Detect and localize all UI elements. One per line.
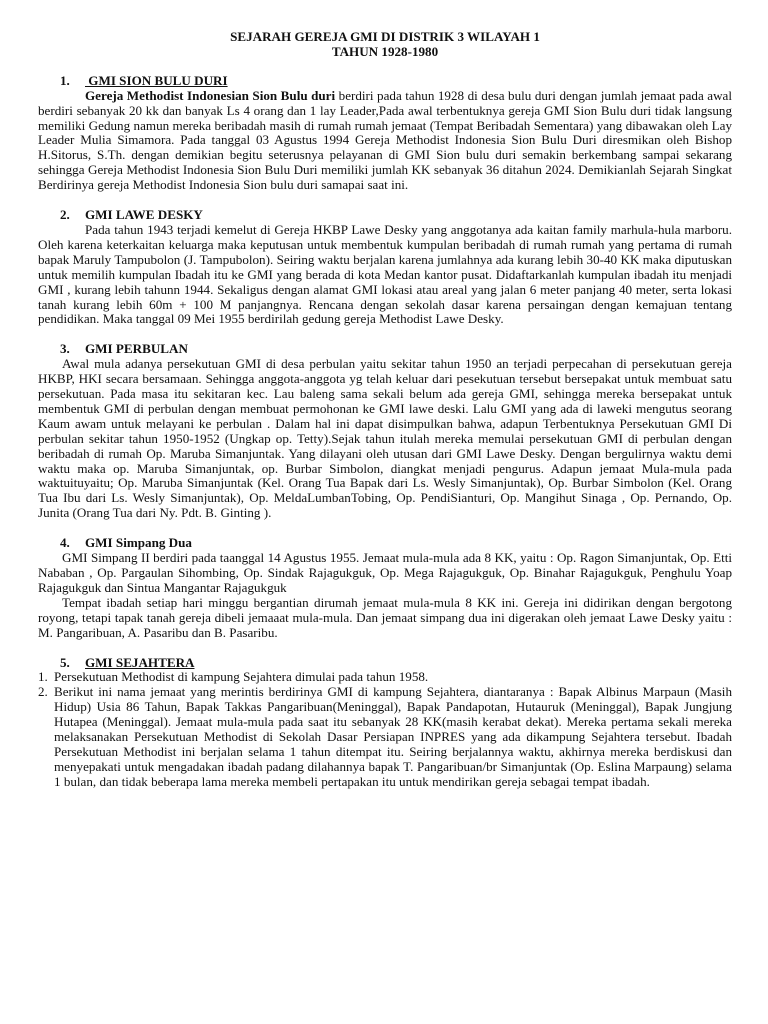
section-1-lead: Gereja Methodist Indonesian Sion Bulu duri <box>85 87 336 103</box>
list-item <box>38 685 732 789</box>
section-3-title: GMI PERBULAN <box>85 341 188 357</box>
list-item <box>38 670 732 685</box>
section-5-number: 5. <box>60 654 70 670</box>
section-2-number: 2. <box>60 207 70 223</box>
section-1-body: berdiri pada tahun 1928 di desa bulu duri dengan jumlah jemaat pada awal berdiri sebanyak 20 kk dan banyak Ls 4 orang dan 1 lay Leader,Pada awal terbentuknya gereja GMI Sion Bulu duri tidak langsung memiliki Gedung namun mereka beribadah masih di rumah rumah jemaat (Tempat Beribadah Sementara) yang dibawakan oleh Lay Leader Mulia Simamora. Pada tanggal 03 Agustus 1994 Gereja Methodist Indonesia Sion Bulu Duri diresmikan oleh Bishop H.Sitorus, S.Th. dengan demikian begitu seterusnya pelayanan di GMI Sion bulu duri semakin berkembang sampai sekarang sehingga Gereja Methodist Indonesia Sion Bulu Duri memiliki jumlah KK sebanyak 36 ditahun 2024. Demikianlah Sejarah Singkat Berdirinya gereja Methodist Indonesia Sion bulu duri samapai saat ini. <box>38 87 732 193</box>
section-4-paragraph-1: GMI Simpang II berdiri pada taanggal 14 Agustus 1955. Jemaat mula-mula ada 8 KK, yaitu : Op. Ragon Simanjuntak, Op. Etti Nababan , Op. Pargaulan Sihombing, Op. Sindak Rajagukguk, Op. Mega Rajagukguk, Op. Binahar Rajagukguk, Penghulu Yoap Rajagukguk dan Sintua Mangantar Rajagukguk <box>38 550 732 595</box>
section-3-heading <box>38 342 732 357</box>
section-5-heading <box>38 656 732 671</box>
document-title: SEJARAH GEREJA GMI DI DISTRIK 3 WILAYAH 1 <box>230 29 540 44</box>
section-1-number: 1. <box>60 72 70 88</box>
section-5-list <box>38 670 732 789</box>
section-2-paragraph: Pada tahun 1943 terjadi kemelut di Gereja HKBP Lawe Desky yang anggotanya ada kaitan family marhula-hula marboru. Oleh karena keterkaitan keluarga maka keputusan untuk membentuk kumpulan beribadah di rumah rumah yang pertama di rumah bapak Maruly Tampubolon (J. Tampubolon). Seiring waktu berjalan karena jumlahnya ada kurang lebih 30-40 KK maka diputuskan untuk memilih kumpulan Ibadah itu ke GMI yang berada di kota Medan kantor pusat. Didaftarkanlah kumpulan ibadah itu menjadi GMI , kurang lebih tahunn 1944. Sekaligus dengan alamat GMI lokasi atau areal yang jalan 6 meter panjang 40 meter, serta lokasi tanah kurang lebih 60m + 100 M panjangnya. Rencana dengan sekolah dasar karena persaingan dengan kemajuan tentang pendidikan. Maka tanggal 09 Mei 1955 berdirilah gedung gereja Methodist Lawe Desky. <box>38 221 732 327</box>
section-4-heading <box>38 536 732 551</box>
section-1-title: GMI SION BULU DURI <box>85 72 228 88</box>
section-3-number: 3. <box>60 341 70 357</box>
list-item-text: Berikut ini nama jemaat yang merintis berdirinya GMI di kampung Sejahtera, diantaranya : Bapak Albinus Marpaun (Masih Hidup) Usia 86 Tahun, Bapak Takkas Pangaribuan(Meninggal), Bapak Pandapotan, Hutauruk (Meninggal), Bapak Jungjung Hutapea (Meninggal). Jemaat mula-mula pada saat itu sebanyak 28 KK(masih kerabat dekat). Mereka pertama sekali mereka melaksanakan Persekutuan Methodist di Sekolah Dasar Persiapan INPRES yang ada dikampung Sejahtera tersebut. Ibadah Persekutuan Methodist ini berjalan selama 1 tahun ditempat itu. Seiring berjalannya waktu, akhirnya mereka berdiskusi dan menyepakati untuk mengadakan ibadah padang dilahannya bapak T. Pangaribuan/br Simanjuntak (Op. Eslina Marpaung) selama 1 bulan, dan tidak beberapa lama mereka membeli pertapakan itu untuk mendirikan gereja sebagai tempat ibadah. <box>54 684 732 789</box>
list-item-number: 1. <box>38 669 48 685</box>
section-2-title: GMI LAWE DESKY <box>85 207 203 223</box>
document-subtitle: TAHUN 1928-1980 <box>331 43 439 59</box>
section-1-paragraph <box>38 89 732 193</box>
list-item-number: 2. <box>38 684 48 700</box>
section-3-paragraph: Awal mula adanya persekutuan GMI di desa perbulan yaitu sekitar tahun 1950 an terjadi perpecahan di persekutuan gereja HKBP, HKI secara bersamaan. Sehingga anggota-anggota yg telah keluar dari pesekutuan tersebut bersepakat untuk membuat satu persekutuan. Pada masa itu sekitaran kec. Lau baleng sama sekali belum ada gereja GMI, sehingga mereka bersepakat untuk membentuk GMI di perbulan dengan membuat permohonan ke GMI lawe deski. Lalu GMI yang ada di laweki mengutus seorang Kaum awam untuk melayani ke perbulan . Dalam hal ini dapat disimpulkan bahwa, adapun Terbentuknya Persekutuan GMI Di perbulan sekitar tahun 1950-1952 (Ungkap op. Tetty).Sejak tahun itulah mereka memulai persekutuan GMI di perbulan dengan beribadah di rumah Op. Maruba Simanjuntak. Yang dilayani oleh utusan dari GMI Lawe Desky. Dengan bergulirnya waktu demi waktu maka op. Maruba Simanjuntak, op. Burbar Simbolon, diangkat menjadi pengurus. Adapun jemaat Mula-mula pada waktuituyaitu; Op. Maruba Simanjuntak (Kel. Orang Tua Bapak dari Ls. Wesly Simanjuntak), Op. Burbar Simbolon (Kel. Orang Tua Ibu dari Ls. Wesly Simanjuntak), Op. MeldaLumbanTobing, Op. PendiSianturi, Op. Mangihut Sinaga , Op. Pernando, Op. Junita (Orang Tua dari Ny. Pdt. B. Ginting ). <box>38 356 732 521</box>
section-1-heading <box>38 74 732 89</box>
section-4-number: 4. <box>60 535 70 551</box>
list-item-text: Persekutuan Methodist di kampung Sejahtera dimulai pada tahun 1958. <box>54 669 429 685</box>
section-4-title: GMI Simpang Dua <box>85 535 192 551</box>
section-5-title: GMI SEJAHTERA <box>85 654 195 670</box>
section-2-heading <box>38 208 732 223</box>
section-4-paragraph-2: Tempat ibadah setiap hari minggu bergantian dirumah jemaat mula-mula 8 KK ini. Gereja ini didirikan dengan bergotong royong, tetapi tapak tanah gereja dibeli jemaaat mula-mula. Dan jemaat simpang dua ini digerakan oleh jemaat Lawe Desky yaitu : M. Pangaribuan, A. Pasaribu dan B. Pasaribu. <box>38 594 732 640</box>
